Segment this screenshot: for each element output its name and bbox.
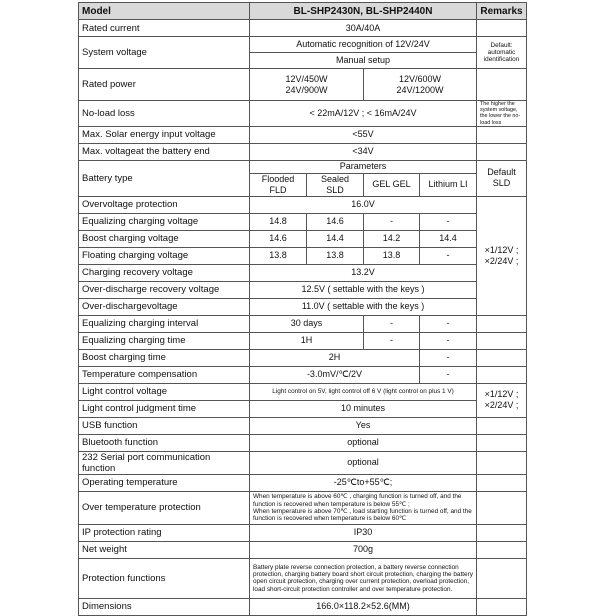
light-time-row bbox=[79, 400, 527, 417]
overdischarge-recovery-label: Over-discharge recovery voltage bbox=[79, 281, 250, 298]
serial-label: 232 Serial port communication function bbox=[79, 451, 250, 474]
no-load-value: < 22mA/12V ; < 16mA/24V bbox=[250, 101, 477, 127]
rated-current-value: 30A/40A bbox=[250, 20, 477, 37]
over-temp-value: When temperature is above 60℃ , charging function is turned off, and the function is recovered when temperature is below 55℃ ; When temperature is above 70℃ , load starting function is turned off, and the function is recovered when temperature is below 60℃ bbox=[250, 491, 477, 524]
over-temp-label: Over temperature protection bbox=[79, 491, 250, 524]
boost-voltage-label: Boost charging voltage bbox=[79, 230, 250, 247]
battery-li: Lithium LI bbox=[420, 173, 477, 196]
spec-table bbox=[78, 2, 527, 616]
overvoltage-row bbox=[79, 196, 527, 213]
overdischarge-recovery-row bbox=[79, 281, 527, 298]
max-battery-row bbox=[79, 143, 527, 160]
model-label: Model bbox=[79, 3, 250, 20]
no-load-label: No-load loss bbox=[79, 101, 250, 127]
max-battery-value: <34V bbox=[250, 143, 477, 160]
floating-voltage-label: Floating charging voltage bbox=[79, 247, 250, 264]
net-weight-label: Net weight bbox=[79, 541, 250, 558]
op-temp-label: Operating temperature bbox=[79, 474, 250, 491]
rated-current-label: Rated current bbox=[79, 20, 250, 37]
battery-gel: GEL GEL bbox=[364, 173, 420, 196]
system-voltage-label: System voltage bbox=[79, 37, 250, 69]
serial-value: optional bbox=[250, 451, 477, 474]
bluetooth-row bbox=[79, 434, 527, 451]
no-load-row bbox=[79, 101, 527, 127]
light-voltage-value: Light control on 5V, light control off 6 V (light control on plus 1 V) bbox=[250, 383, 477, 400]
system-voltage-value: Automatic recognition of 12V/24V bbox=[250, 37, 477, 53]
eq-time-row: Equalizing charging time 1H - - bbox=[79, 332, 527, 349]
temp-comp-value: -3.0mV/℃/2V bbox=[250, 366, 420, 383]
bluetooth-label: Bluetooth function bbox=[79, 434, 250, 451]
eq-interval-value: 30 days bbox=[250, 315, 364, 332]
op-temp-value: -25℃to+55℃; bbox=[250, 474, 477, 491]
charging-recovery-value: 13.2V bbox=[250, 264, 477, 281]
overdischarge-value: 11.0V ( settable with the keys ) bbox=[250, 298, 477, 315]
op-temp-row bbox=[79, 474, 527, 491]
default-sld: Default SLD bbox=[477, 160, 527, 196]
overdischarge-row bbox=[79, 298, 527, 315]
system-voltage-row bbox=[79, 37, 527, 53]
protection-label: Protection functions bbox=[79, 558, 250, 598]
model-value: BL-SHP2430N, BL-SHP2440N bbox=[250, 3, 477, 20]
battery-sld: Sealed SLD bbox=[307, 173, 364, 196]
usb-label: USB function bbox=[79, 417, 250, 434]
dimensions-value: 166.0×118.2×52.6(MM) bbox=[250, 598, 477, 615]
system-voltage-remark: Default: automatic identification bbox=[477, 37, 527, 69]
temp-comp-label: Temperature compensation bbox=[79, 366, 250, 383]
rated-power-row bbox=[79, 69, 527, 101]
battery-fld: Flooded FLD bbox=[250, 173, 307, 196]
max-battery-label: Max. voltageat the battery end bbox=[79, 143, 250, 160]
boost-time-value: 2H bbox=[250, 349, 420, 366]
protection-value: Battery plate reverse connection protection, a battery reverse connection protection, charging battery board short circuit protection, charging the battery open circuit protection, charging over current protection, overload protection, load short-circuit protection controller and over temperature protection. bbox=[250, 558, 477, 598]
max-solar-label: Max. Solar energy input voltage bbox=[79, 126, 250, 143]
equalizing-voltage-label: Equalizing charging voltage bbox=[79, 213, 250, 230]
dimensions-row bbox=[79, 598, 527, 615]
max-solar-row bbox=[79, 126, 527, 143]
parameters-header: Parameters bbox=[250, 160, 477, 173]
rated-power-right: 12V/600W 24V/1200W bbox=[364, 69, 477, 101]
light-time-label: Light control judgment time bbox=[79, 400, 250, 417]
remark-multiplier-1: ×1/12V ; ×2/24V ; bbox=[477, 196, 527, 315]
usb-row bbox=[79, 417, 527, 434]
rated-current-row bbox=[79, 20, 527, 37]
boost-voltage-row: Boost charging voltage 14.6 14.4 14.2 14.4 bbox=[79, 230, 527, 247]
eq-interval-label: Equalizing charging interval bbox=[79, 315, 250, 332]
protection-row bbox=[79, 558, 527, 598]
max-solar-value: <55V bbox=[250, 126, 477, 143]
net-weight-row bbox=[79, 541, 527, 558]
spec-sheet bbox=[78, 2, 526, 613]
temp-comp-row: Temperature compensation -3.0mV/℃/2V - bbox=[79, 366, 527, 383]
eq-time-label: Equalizing charging time bbox=[79, 332, 250, 349]
ip-value: IP30 bbox=[250, 524, 477, 541]
header-row bbox=[79, 3, 527, 20]
ip-label: IP protection rating bbox=[79, 524, 250, 541]
equalizing-voltage-row: Equalizing charging voltage 14.8 14.6 - - bbox=[79, 213, 527, 230]
net-weight-value: 700g bbox=[250, 541, 477, 558]
light-voltage-row bbox=[79, 383, 527, 400]
serial-row bbox=[79, 451, 527, 474]
dimensions-label: Dimensions bbox=[79, 598, 250, 615]
remarks-label: Remarks bbox=[477, 3, 527, 20]
bluetooth-value: optional bbox=[250, 434, 477, 451]
over-temp-row bbox=[79, 491, 527, 524]
battery-type-row bbox=[79, 160, 527, 173]
overdischarge-label: Over-dischargevoltage bbox=[79, 298, 250, 315]
floating-voltage-row: Floating charging voltage 13.8 13.8 13.8 - bbox=[79, 247, 527, 264]
light-time-value: 10 minutes bbox=[250, 400, 477, 417]
eq-time-value: 1H bbox=[250, 332, 364, 349]
overvoltage-value: 16.0V bbox=[250, 196, 477, 213]
rated-power-label: Rated power bbox=[79, 69, 250, 101]
light-voltage-label: Light control voltage bbox=[79, 383, 250, 400]
manual-setup-value: Manual setup bbox=[250, 53, 477, 69]
overdischarge-recovery-value: 12.5V ( settable with the keys ) bbox=[250, 281, 477, 298]
rated-power-left: 12V/450W 24V/900W bbox=[250, 69, 364, 101]
eq-interval-row: Equalizing charging interval 30 days - - bbox=[79, 315, 527, 332]
overvoltage-label: Overvoltage protection bbox=[79, 196, 250, 213]
battery-type-label: Battery type bbox=[79, 160, 250, 196]
charging-recovery-row bbox=[79, 264, 527, 281]
ip-row bbox=[79, 524, 527, 541]
usb-value: Yes bbox=[250, 417, 477, 434]
remark-multiplier-2: ×1/12V ; ×2/24V ; bbox=[477, 383, 527, 417]
charging-recovery-label: Charging recovery voltage bbox=[79, 264, 250, 281]
boost-time-label: Boost charging time bbox=[79, 349, 250, 366]
no-load-remark: The higher the system voltage, the lower the no-load loss bbox=[477, 101, 527, 127]
boost-time-row: Boost charging time 2H - bbox=[79, 349, 527, 366]
